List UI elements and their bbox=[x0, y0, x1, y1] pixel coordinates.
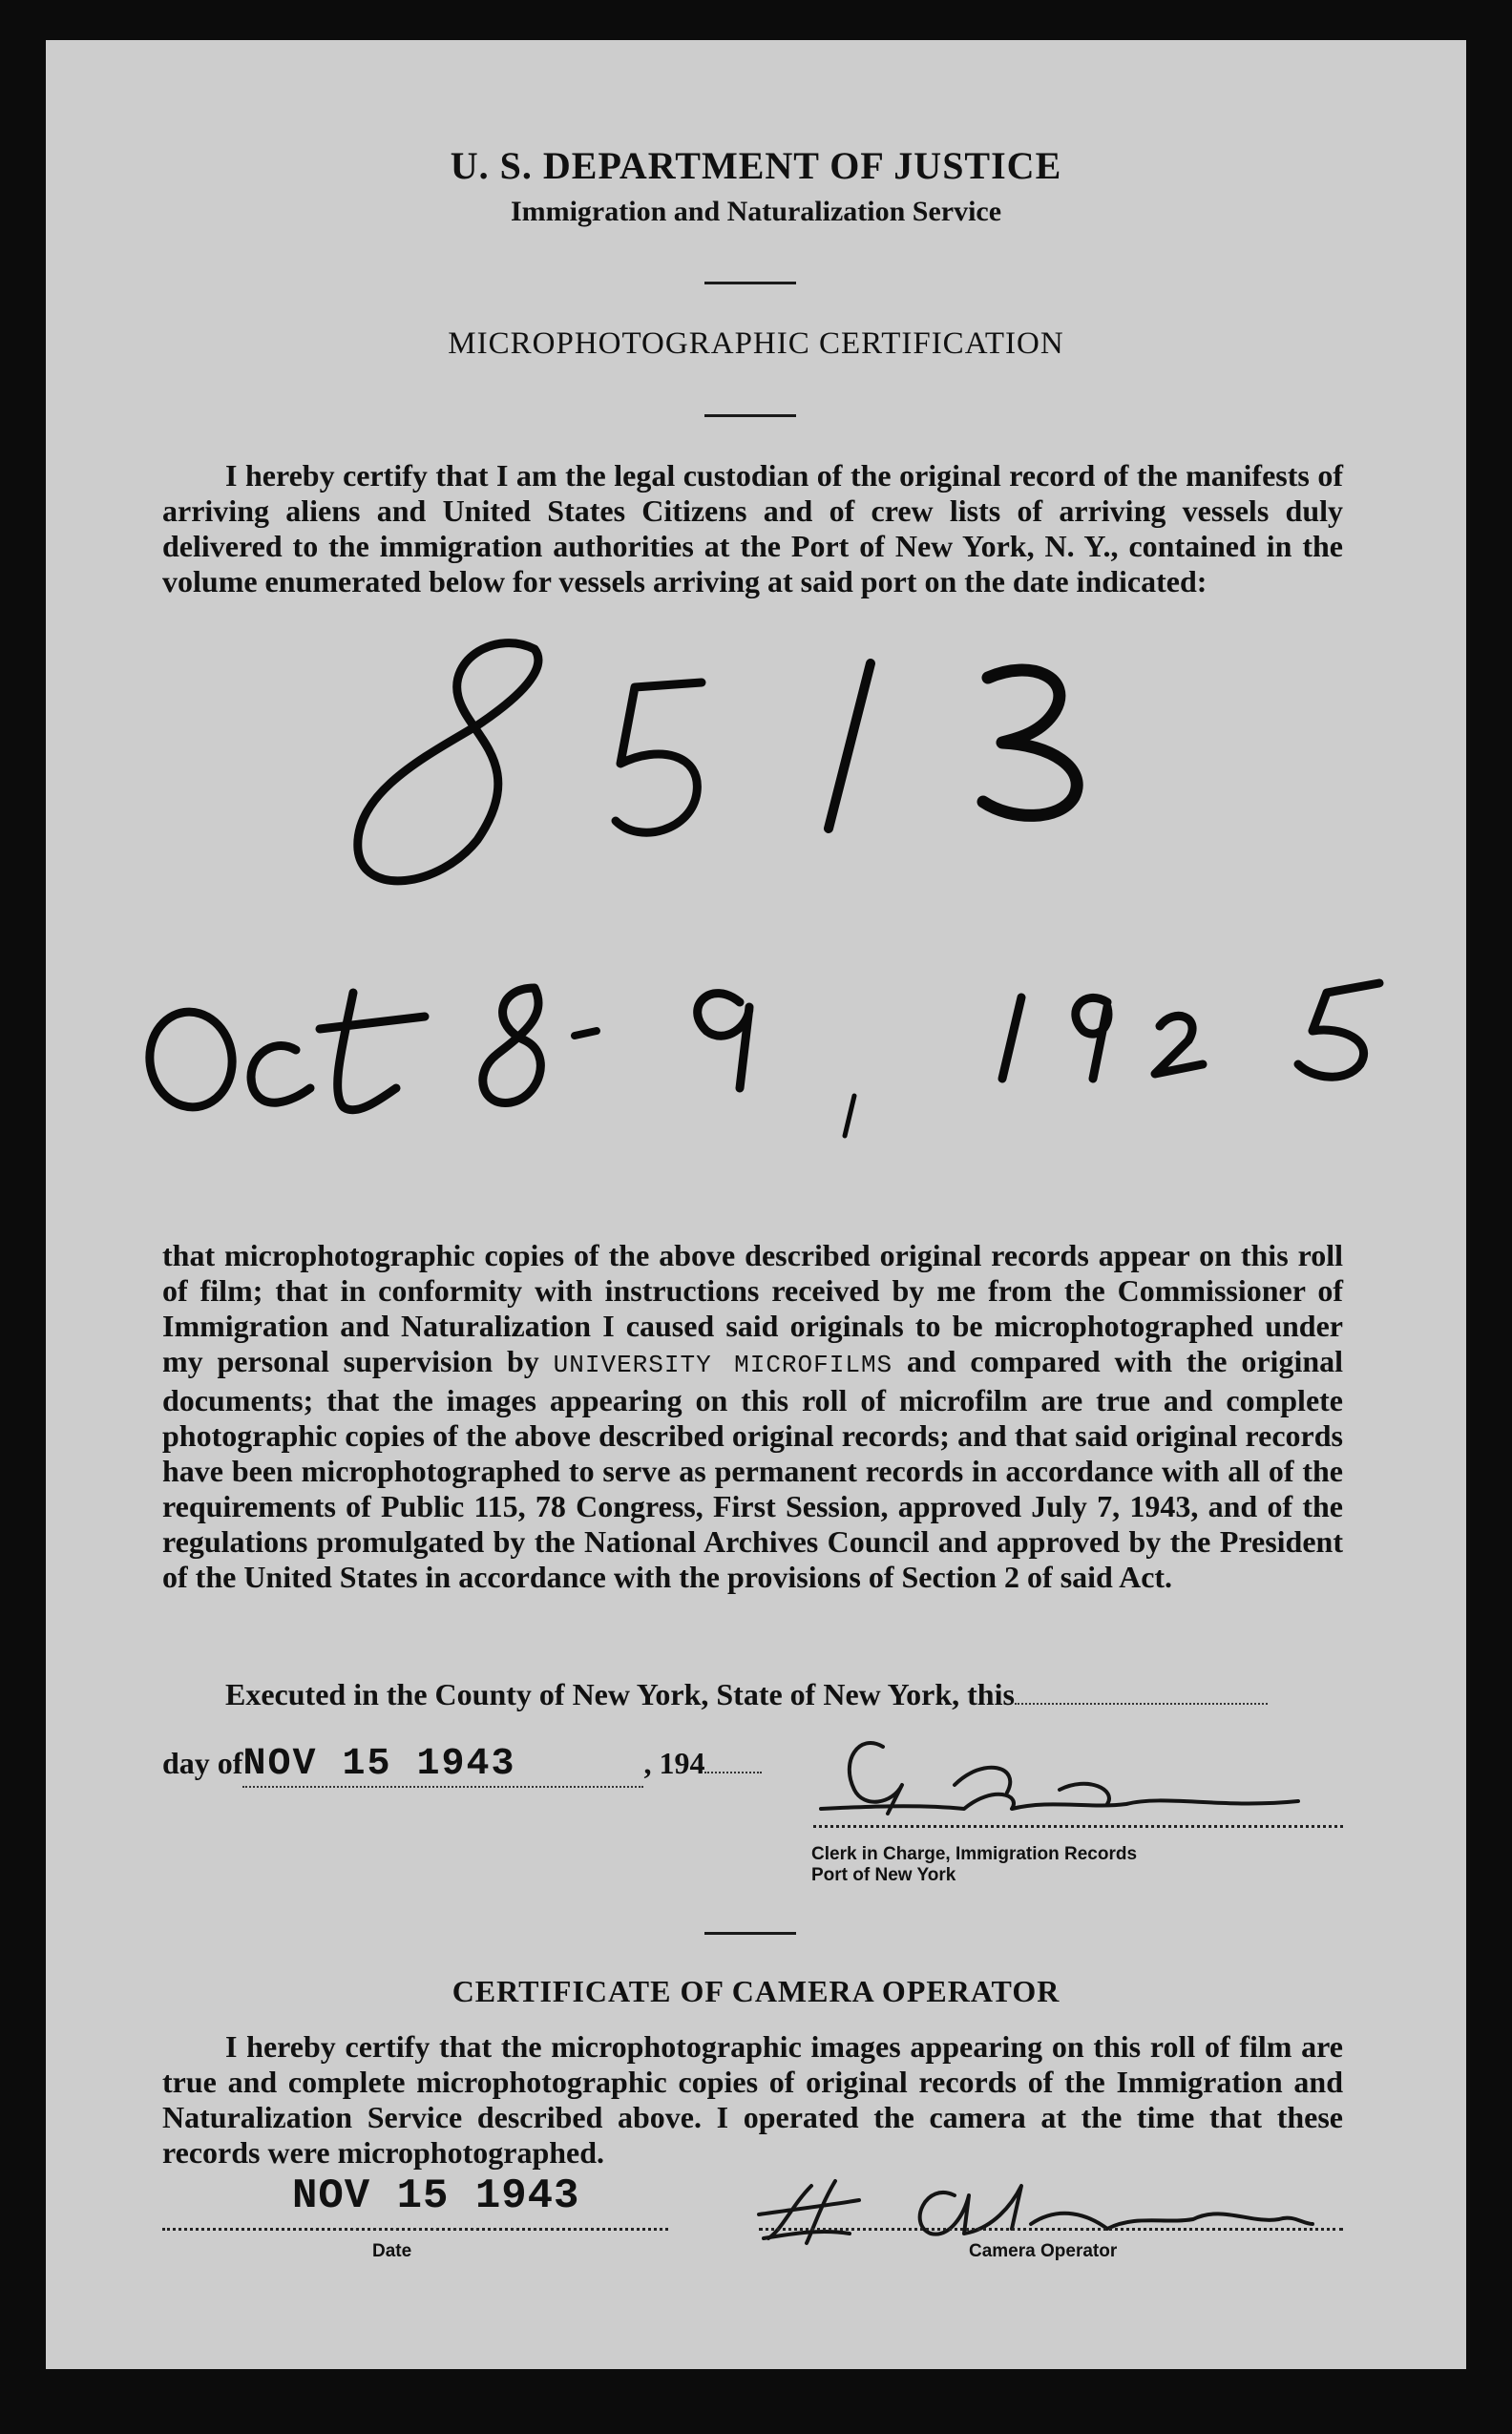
certification-title: MICROPHOTOGRAPHIC CERTIFICATION bbox=[448, 326, 1064, 361]
certification-paragraph bbox=[162, 1238, 1343, 1595]
intro-text: I hereby certify that I am the legal custodian of the original record of the manifests of arriving aliens and United States Citizens and of crew lists of arriving vessels duly delivered to the immigration authorities at the Port of New York, N. Y., contained in the volume enumerated below for vessels arriving at said port on the date indicated: bbox=[162, 458, 1343, 598]
camera-text: I hereby certify that the microphotographic images appearing on this roll of film are true and complete microphotographic copies of original records of the Immigration and Naturalization Service described above. I operated the camera at the time that these records were microphotographed. bbox=[162, 2029, 1343, 2170]
execution-text: Executed in the County of New York, State of New York, this bbox=[225, 1677, 1015, 1711]
execution-line bbox=[225, 1677, 1268, 1712]
clerk-title bbox=[811, 1844, 1137, 1886]
camera-title: CERTIFICATE OF CAMERA OPERATOR bbox=[452, 1974, 1060, 2008]
day-of-line bbox=[162, 1743, 762, 1788]
clerk-title-line1: Clerk in Charge, Immigration Records bbox=[811, 1844, 1138, 1864]
camera-date-stamp: NOV 15 1943 bbox=[292, 2172, 580, 2220]
camera-paragraph bbox=[162, 2029, 1343, 2171]
photographer-stamp: UNIVERSITY MICROFILMS bbox=[553, 1351, 893, 1379]
divider bbox=[704, 1932, 796, 1935]
certification-text-after: and compared with the original documents; that the images appearing on this roll of microfilm are true and complete photographic copies of the above described original records; and that said original records have been microphotographed to serve as permanent records in accordance with all of the requirements of Public 115, 78 Congress, First Session, approved July 7, 1943, and of the regulations promulgated by the National Archives Council and approved by the President of the United States in accordance with the provisions of Section 2 of said Act. bbox=[162, 1344, 1344, 1594]
clerk-signature-line bbox=[813, 1825, 1343, 1828]
service-heading: Immigration and Naturalization Service bbox=[510, 196, 1002, 227]
year-blank bbox=[704, 1772, 762, 1773]
date-stamp: NOV 15 1943 bbox=[242, 1743, 643, 1788]
day-of-label: day of bbox=[162, 1746, 243, 1780]
date-line bbox=[162, 2228, 668, 2231]
handwritten-entry bbox=[0, 0, 1512, 1193]
department-heading: U. S. DEPARTMENT OF JUSTICE bbox=[450, 144, 1062, 187]
year-prefix: , 194 bbox=[643, 1746, 705, 1780]
day-blank bbox=[1015, 1703, 1268, 1705]
date-label: Date bbox=[372, 2241, 412, 2261]
clerk-title-line2: Port of New York bbox=[811, 1865, 956, 1885]
certification-text-before: that microphotographic copies of the above described original records appear on this roll of film; that in conformity with instructions received by me from the Commissioner of Immigration and Naturalization I caused said originals to be microphotographed under my personal supervision by bbox=[162, 1238, 1343, 1378]
certification-text bbox=[162, 1238, 1343, 1595]
operator-label: Camera Operator bbox=[969, 2241, 1118, 2261]
operator-signature-line bbox=[759, 2228, 1343, 2231]
